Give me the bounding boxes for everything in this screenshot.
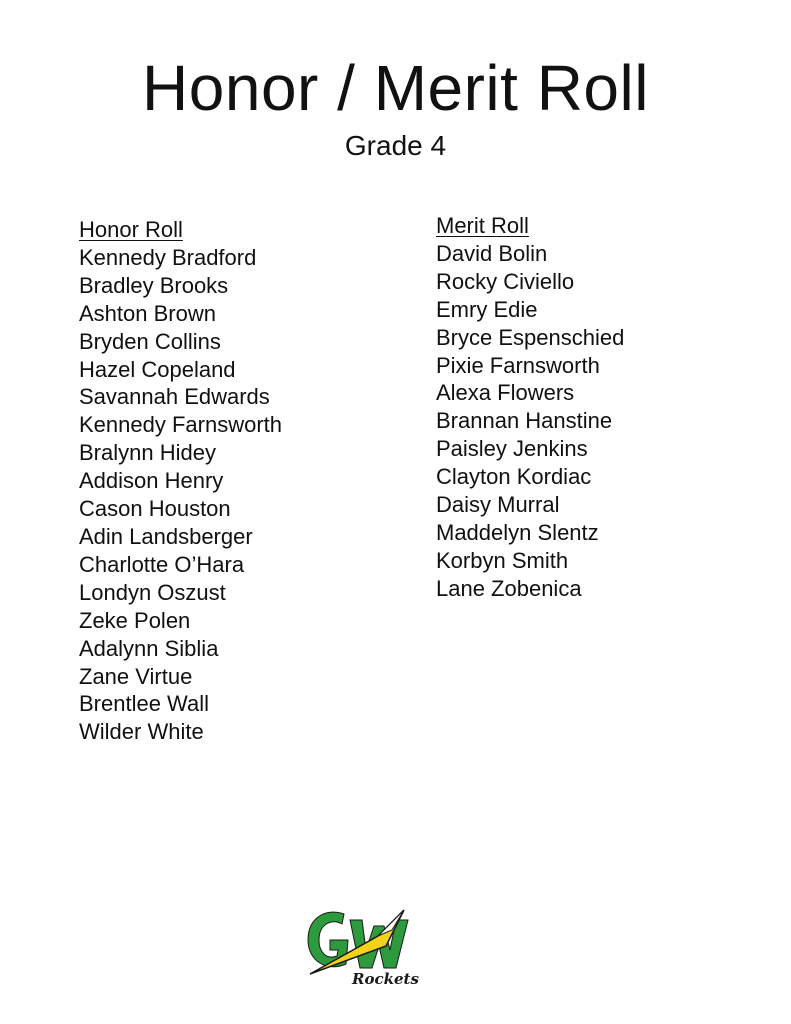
- merit-roll-name: Maddelyn Slentz: [436, 519, 599, 545]
- honor-roll-name: Zane Virtue: [79, 663, 193, 689]
- honor-roll-name: Wilder White: [79, 719, 204, 745]
- honor-roll-name: Bradley Brooks: [79, 272, 229, 298]
- merit-roll-name: Daisy Murral: [436, 492, 560, 518]
- merit-roll-name: Clayton Kordiac: [436, 464, 592, 490]
- merit-roll-column: [436, 212, 624, 603]
- merit-roll-name: Korbyn Smith: [436, 547, 569, 573]
- logo-wordmark: Rockets: [352, 970, 419, 988]
- honor-roll-name: Hazel Copeland: [79, 356, 236, 382]
- honor-roll-name: Kennedy Farnsworth: [79, 412, 282, 438]
- merit-roll-name: Pixie Farnsworth: [436, 352, 600, 378]
- honor-roll-column: [79, 216, 282, 746]
- honor-roll-name: Adin Landsberger: [79, 523, 253, 549]
- page-title: Honor / Merit Roll: [142, 52, 649, 124]
- merit-roll-list: [436, 240, 624, 603]
- honor-roll-name: Kennedy Bradford: [79, 244, 257, 270]
- merit-roll-name: Alexa Flowers: [436, 380, 575, 406]
- honor-roll-name: Bryden Collins: [79, 328, 221, 354]
- merit-roll-name: David Bolin: [436, 240, 548, 266]
- merit-roll-name: Bryce Espenschied: [436, 324, 625, 350]
- merit-roll-name: Lane Zobenica: [436, 575, 582, 601]
- merit-roll-name: Brannan Hanstine: [436, 408, 613, 434]
- merit-roll-heading: Merit Roll: [436, 213, 529, 238]
- merit-roll-name: Rocky Civiello: [436, 268, 575, 294]
- honor-roll-name: Ashton Brown: [79, 300, 216, 326]
- honor-roll-name: Londyn Oszust: [79, 579, 226, 605]
- honor-roll-name: Charlotte O’Hara: [79, 551, 245, 577]
- honor-roll-name: Adalynn Siblia: [79, 635, 219, 661]
- honor-roll-name: Addison Henry: [79, 468, 224, 494]
- honor-roll-name: Savannah Edwards: [79, 384, 270, 410]
- merit-roll-name: Paisley Jenkins: [436, 436, 588, 462]
- honor-roll-name: Cason Houston: [79, 496, 231, 522]
- rockets-logo: [300, 900, 440, 990]
- honor-roll-list: [79, 244, 282, 746]
- honor-roll-name: Bralynn Hidey: [79, 440, 216, 466]
- grade-subtitle: Grade 4: [344, 130, 447, 161]
- honor-roll-name: Zeke Polen: [79, 607, 191, 633]
- honor-roll-name: Brentlee Wall: [79, 691, 210, 717]
- merit-roll-name: Emry Edie: [436, 296, 538, 322]
- honor-roll-heading: Honor Roll: [79, 217, 183, 242]
